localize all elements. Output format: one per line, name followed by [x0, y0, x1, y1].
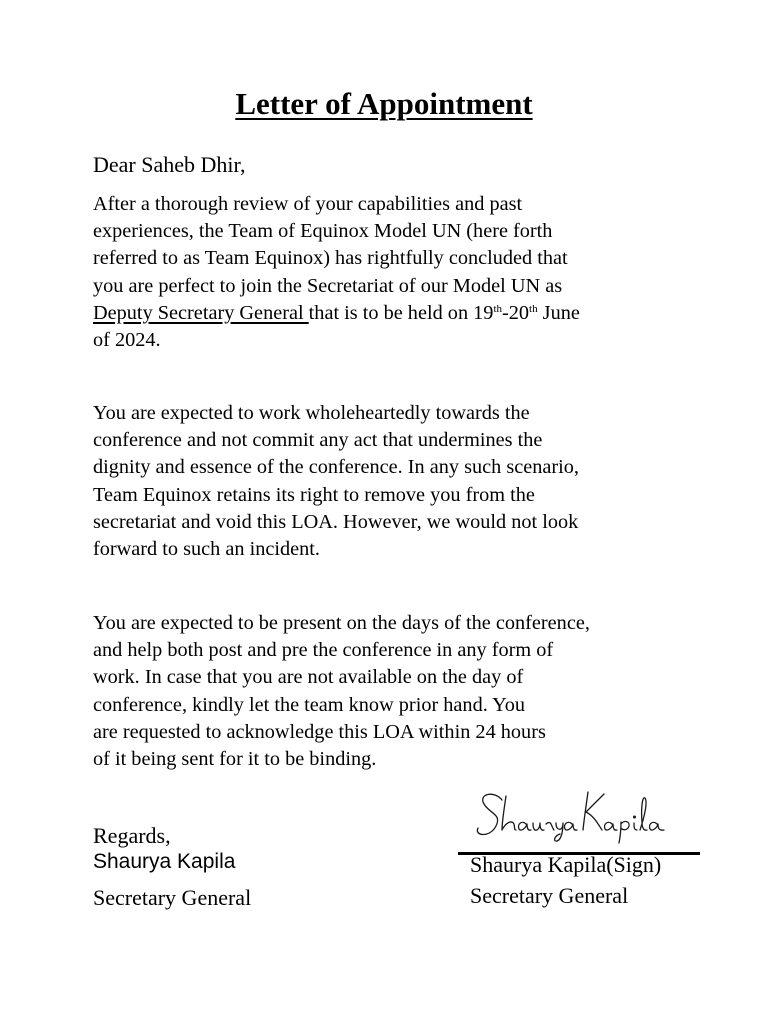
signatory-title: Secretary General: [470, 883, 629, 908]
paragraph-attendance: [93, 610, 693, 773]
sender-name: Shaurya Kapila: [93, 850, 236, 873]
paragraph-line: Team Equinox retains its right to remove you from the: [93, 483, 535, 506]
paragraph-conduct: [93, 400, 693, 563]
salutation: Dear Saheb Dhir,: [93, 152, 246, 177]
sender-title: Secretary General: [93, 885, 252, 910]
paragraph-line: work. In case that you are not available on the day of: [93, 666, 524, 689]
event-dates-text: -20: [502, 301, 530, 324]
closing-regards: Regards,: [93, 823, 171, 848]
paragraph-line: referred to as Team Equinox) has rightfully concluded that: [93, 247, 568, 270]
paragraph-line: forward to such an incident.: [93, 538, 320, 561]
paragraph-appointment: [93, 191, 693, 354]
paragraph-line: experiences, the Team of Equinox Model UN (here forth: [93, 220, 553, 243]
role-title: Deputy Secretary General: [93, 301, 309, 324]
event-month-text: June: [537, 301, 580, 324]
paragraph-line: secretariat and void this LOA. However, we would not look: [93, 510, 579, 533]
paragraph-line: of it being sent for it to be binding.: [93, 748, 377, 771]
signatory-name: Shaurya Kapila(Sign): [470, 852, 662, 877]
paragraph-line: After a thorough review of your capabilities and past: [93, 193, 523, 215]
paragraph-line: You are expected to work wholeheartedly towards the: [93, 402, 530, 424]
paragraph-line: are requested to acknowledge this LOA within 24 hours: [93, 720, 546, 743]
paragraph-line: you are perfect to join the Secretariat of our Model UN as: [93, 274, 563, 297]
handwritten-signature: [472, 788, 692, 844]
paragraph-line: You are expected to be present on the days of the conference,: [93, 612, 590, 634]
paragraph-line: conference, kindly let the team know prior hand. You: [93, 693, 525, 716]
ordinal-suffix: th: [493, 302, 502, 315]
paragraph-line: and help both post and pre the conference in any form of: [93, 639, 554, 662]
paragraph-line: conference and not commit any act that undermines the: [93, 429, 543, 452]
ordinal-suffix: th: [529, 302, 538, 315]
event-dates-text: that is to be held on 19: [308, 301, 494, 324]
paragraph-line: dignity and essence of the conference. In any such scenario,: [93, 456, 579, 479]
paragraph-line: [93, 300, 693, 327]
paragraph-line: of 2024.: [93, 329, 161, 352]
letter-title: Letter of Appointment: [235, 86, 533, 121]
